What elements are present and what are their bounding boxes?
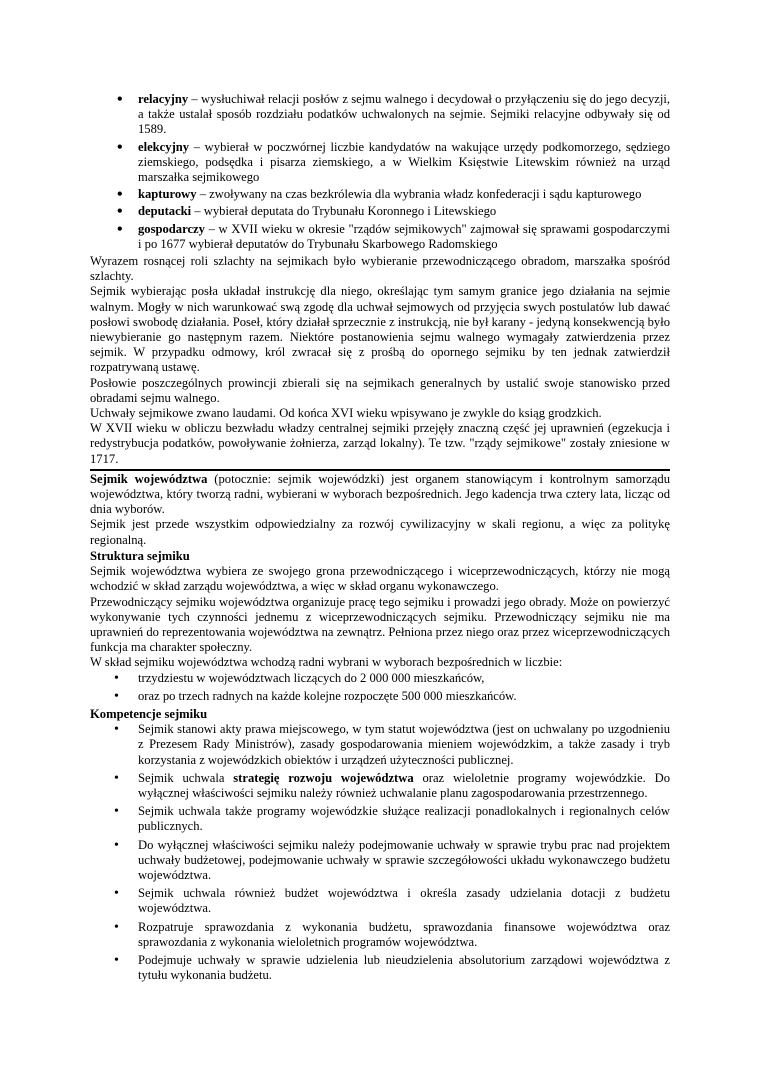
list-item: • Do wyłącznej właściwości sejmiku należy podejmowanie uchwały w sprawie trybu prac nad projektem uchwały budżetowej, podejmowanie uchwały w sprawie szczegółowości układu wykonawczego budżetu województwa.	[90, 838, 670, 884]
paragraph: Posłowie poszczególnych prowincji zbierali się na sejmikach generalnych by ustalić swoje stanowisko przed obradami sejmu walnego.	[90, 375, 670, 405]
list-item: • gospodarczy – w XVII wieku w okresie "rządów sejmikowych" zajmował się sprawami gospodarczymi i po 1677 wybierał deputatów do Trybunału Skarbowego Radomskiego	[90, 222, 670, 252]
paragraph: W skład sejmiku województwa wchodzą radni wybrani w wyborach bezpośrednich w liczbie:	[90, 655, 563, 670]
list-item: • oraz po trzech radnych na każde kolejne rozpoczęte 500 000 mieszkańców.	[90, 689, 670, 704]
paragraph: Sejmik wybierając posła układał instrukcję dla niego, określając tym samym granice jego działania na sejmie walnym. Mogły w nich warunkować swą zgodę dla uchwał sejmowych od przyjęcia swych postulatów lub dawać posłowi swobodę działania. Poseł, który działał sprzecznie z instrukcją, nie był karany - jedyną konsekwencją było niewybieranie go następnym razem. Niektóre postanowienia sejmu walnego wymagały zatwierdzenia przez sejmik. W przypadku odmowy, król zwracał się z prośbą do opornego sejmiku by ten jednak zatwierdził rozpatrywaną ustawę.	[90, 284, 670, 375]
list-item: • Sejmik uchwala strategię rozwoju województwa oraz wieloletnie programy wojewódzkie. Do wyłącznej właściwości sejmiku należy również uchwalanie planu zagospodarowania przestrzennego.	[90, 771, 670, 801]
sejmik-types-list	[90, 92, 670, 252]
list-item: • deputacki – wybierał deputata do Trybunału Koronnego i Litewskiego	[90, 204, 670, 219]
radni-list	[90, 671, 670, 704]
section-heading-struktura: Struktura sejmiku	[90, 548, 190, 563]
paragraph: Sejmik jest przede wszystkim odpowiedzialny za rozwój cywilizacyjny w skali regionu, a więc za politykę regionalną.	[90, 517, 670, 547]
paragraph: Wyrazem rosnącej roli szlachty na sejmikach było wybieranie przewodniczącego obradom, marszałka spośród szlachty.	[90, 254, 670, 284]
list-item: • relacyjny – wysłuchiwał relacji posłów z sejmu walnego i decydował o przyłączeniu się do jego decyzji, a także ustalał sposób rozdziału podatków uchwalonych na sejmie. Sejmiki relacyjne odbywały się od 1589.	[90, 92, 670, 138]
paragraph: Przewodniczący sejmiku województwa organizuje pracę tego sejmiku i prowadzi jego obrady. Może on powierzyć wykonywanie tych czynności jednemu z wiceprzewodniczących sejmiku. Przewodniczący sejmiku nie ma uprawnień do reprezentowania województwa na zewnątrz. Pełniona przez niego oraz przez wiceprzewodniczących funkcja ma charakter społeczny.	[90, 594, 670, 655]
list-item: • trzydziestu w województwach liczących do 2 000 000 mieszkańców,	[90, 671, 670, 686]
list-item: • Sejmik stanowi akty prawa miejscowego, w tym statut województwa (jest on uchwalany po uzgodnieniu z Prezesem Rady Ministrów), zasady gospodarowania mieniem wojewódzkim, a także zasady i tryb korzystania z wojewódzkich obiektów i urządzeń użyteczności publicznej.	[90, 722, 670, 768]
list-item: • elekcyjny – wybierał w poczwórnej liczbie kandydatów na wakujące urzędy podkomorzego, sędziego ziemskiego, podsędka i pisarza ziemskiego, a w Wielkim Księstwie Litewskim również na urząd marszałka sejmikowego	[90, 140, 670, 186]
list-item: • Podejmuje uchwały w sprawie udzielenia lub nieudzielenia absolutorium zarządowi województwa z tytułu wykonania budżetu.	[90, 953, 670, 983]
paragraph: W XVII wieku w obliczu bezwładu władzy centralnej sejmiki przejęły znaczną część jej uprawnień (egzekucja i redystrybucja podatków, powoływanie żołnierza, zarząd lokalny). Te tzw. "rządy sejmikowe" zostały zniesione w 1717.	[90, 421, 670, 466]
kompetencje-list	[90, 722, 670, 983]
list-item: • Rozpatruje sprawozdania z wykonania budżetu, sprawozdania finansowe województwa oraz sprawozdania z wykonania wieloletnich programów województwa.	[90, 920, 670, 950]
list-item: • Sejmik uchwala także programy wojewódzkie służące realizacji ponadlokalnych i regionalnych celów publicznych.	[90, 804, 670, 834]
paragraph: Sejmik województwa wybiera ze swojego grona przewodniczącego i wiceprzewodniczących, którzy nie mogą wchodzić w skład zarządu województwa, a więc w skład organu wykonawczego.	[90, 564, 670, 594]
list-item: • Sejmik uchwala również budżet województwa i określa zasady udzielania dotacji z budżetu województwa.	[90, 886, 670, 916]
paragraph: Uchwały sejmikowe zwano laudami. Od końca XVI wieku wpisywano je zwykle do ksiąg grodzkich.	[90, 406, 602, 421]
section-divider	[90, 469, 670, 471]
document-content	[90, 92, 670, 986]
section-heading-kompetencje: Kompetencje sejmiku	[90, 706, 208, 721]
list-item: • kapturowy – zwoływany na czas bezkrólewia dla wybrania władz konfederacji i sądu kapturowego	[90, 187, 670, 202]
paragraph-intro: Sejmik województwa (potocznie: sejmik wojewódzki) jest organem stanowiącym i kontrolnym samorządu województwa, który tworzą radni, wybierani w wyborach bezpośrednich. Jego kadencja trwa cztery lata, licząc od dnia wyborów.	[90, 471, 670, 517]
